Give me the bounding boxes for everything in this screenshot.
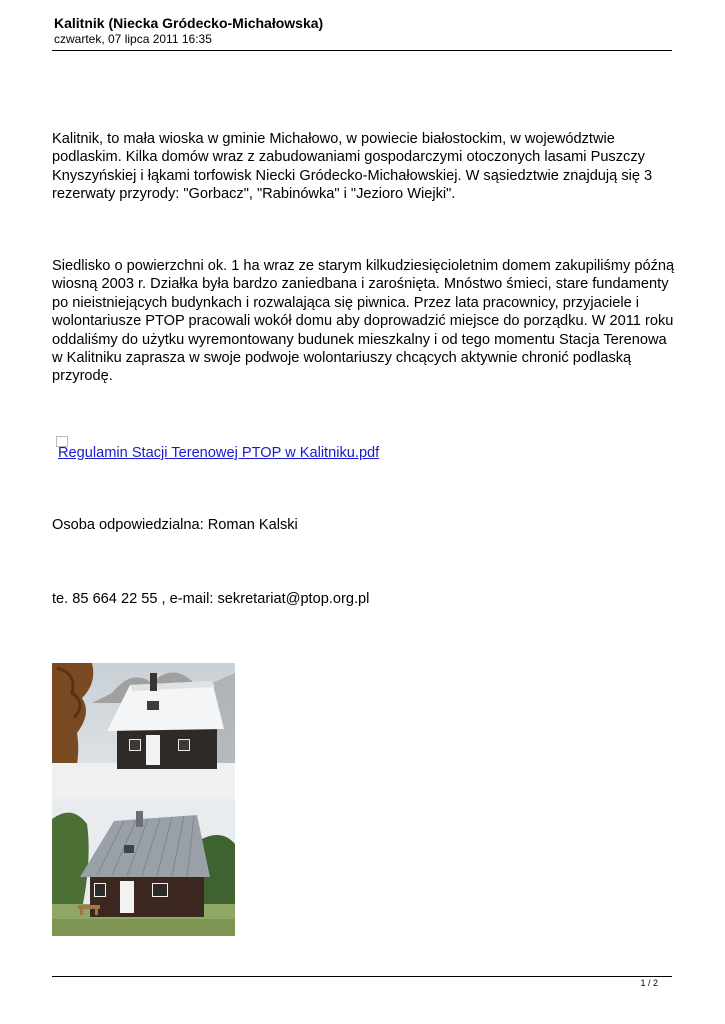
header-divider: [52, 50, 672, 51]
article-date: czwartek, 07 lipca 2011 16:35: [54, 32, 212, 46]
attachment: [56, 436, 379, 461]
regulations-pdf-link[interactable]: Regulamin Stacji Terenowej PTOP w Kalitniku.pdf: [58, 445, 380, 461]
contact-info: te. 85 664 22 55 , e-mail: sekretariat@ptop.org.pl: [52, 591, 370, 607]
responsible-person: Osoba odpowiedzialna: Roman Kalski: [52, 517, 298, 533]
page-number: 1 / 2: [640, 978, 658, 988]
intro-paragraph: Kalitnik, to mała wioska w gminie Michałowo, w powiecie białostockim, w województwie podlaskim. Kilka domów wraz z zabudowaniami gospodarczymi otoczonych lasami Puszczy Knyszyńskiej i łąkami torfowisk Niecki Gródecko-Michałowskiej. W sąsiedztwie znajdują się 3 rezerwaty przyrody: "Gorbacz", "Rabinówka" i "Jezioro Wiejki".: [52, 131, 653, 203]
house-winter-photo: [52, 663, 235, 799]
article-title: Kalitnik (Niecka Gródecko-Michałowska): [54, 15, 324, 31]
history-paragraph: Siedlisko o powierzchni ok. 1 ha wraz ze starym kilkudziesięcioletnim domem zakupiliśmy późną wiosną 2003 r. Działka była bardzo zaniedbana i zarośnięta. Mnóstwo śmieci, stare fundamenty po nieistniejących budynkach i rozwalająca się piwnica. Przez lata pracownicy, przyjaciele i wolontariusze PTOP pracowali wokół domu aby doprowadzić miejsce do porządku. W 2011 roku oddaliśmy do użytku wyremontowany budunek mieszkalny i od tego momentu Stacja Terenowa w Kalitniku zaprasza w swoje podwoje wolontariuszy chcących aktywnie chronić podlaską przyrodę.: [52, 258, 675, 385]
footer-divider: [52, 976, 672, 977]
house-summer-photo: [52, 799, 235, 936]
